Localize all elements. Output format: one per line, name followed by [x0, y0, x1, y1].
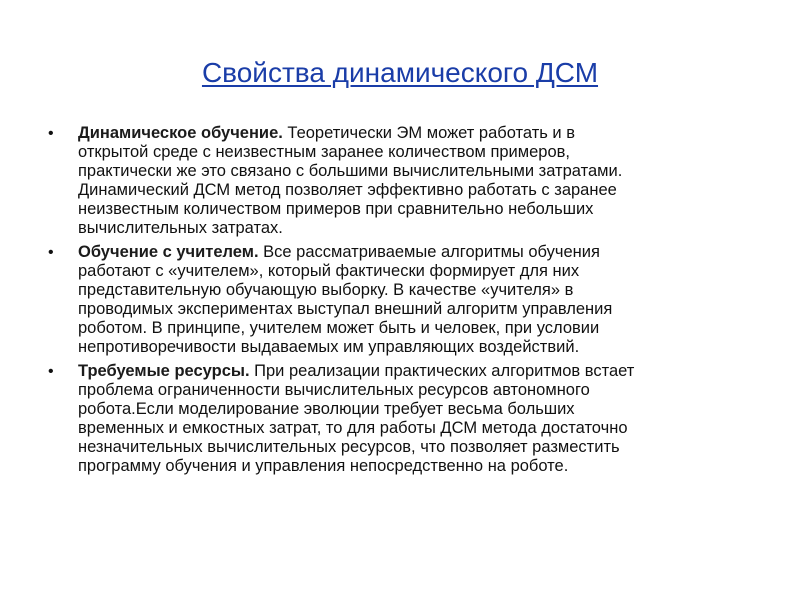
bullet-line: вычислительных затратах. — [78, 219, 283, 237]
bullet-line: работают с «учителем», который фактически формирует для них — [78, 262, 580, 280]
bullet-lead: Требуемые ресурсы. — [78, 362, 250, 380]
bullet-line: проводимых экспериментах выступал внешний алгоритм управления — [78, 300, 613, 318]
bullet-line: временных и емкостных затрат, то для работы ДСМ метода достаточно — [78, 419, 628, 437]
bullet-line: робота.Если моделирование эволюции требует весьма больших — [78, 400, 575, 418]
bullet-lead: Обучение с учителем. — [78, 243, 259, 261]
bullet-line — [78, 362, 758, 381]
bullet-line — [78, 243, 758, 262]
bullet-icon: • — [48, 125, 54, 142]
bullet-line: проблема ограниченности вычислительных ресурсов автономного — [78, 381, 590, 399]
bullet-line: непротиворечивости выдаваемых им управляющих воздействий. — [78, 338, 580, 356]
bullet-list — [48, 124, 758, 481]
bullet-line: программу обучения и управления непосредственно на роботе. — [78, 457, 569, 475]
bullet-line: представительную обучающую выборку. В качестве «учителя» в — [78, 281, 574, 299]
bullet-text: Теоретически ЭМ может работать и в — [282, 124, 575, 142]
bullet-line — [78, 124, 758, 143]
bullet-lead: Динамическое обучение. — [78, 124, 283, 142]
bullet-line: открытой среде с неизвестным заранее количеством примеров, — [78, 143, 570, 161]
bullet-line: практически же это связано с большими вычислительными затратами. — [78, 162, 623, 180]
bullet-line: неизвестным количеством примеров при сравнительно небольших — [78, 200, 594, 218]
bullet-item-teacher-learning — [48, 243, 758, 357]
bullet-line: роботом. В принципе, учителем может быть и человек, при условии — [78, 319, 600, 337]
bullet-item-required-resources — [48, 362, 758, 476]
bullet-icon: • — [48, 363, 54, 380]
slide-title[interactable]: Свойства динамического ДСМ — [201, 57, 599, 88]
bullet-item-dynamic-learning — [48, 124, 758, 238]
bullet-icon: • — [48, 244, 54, 261]
bullet-text: При реализации практических алгоритмов встает — [249, 362, 635, 380]
bullet-line: незначительных вычислительных ресурсов, что позволяет разместить — [78, 438, 620, 456]
bullet-line: Динамический ДСМ метод позволяет эффективно работать с заранее — [78, 181, 617, 199]
bullet-text: Все рассматриваемые алгоритмы обучения — [258, 243, 600, 261]
